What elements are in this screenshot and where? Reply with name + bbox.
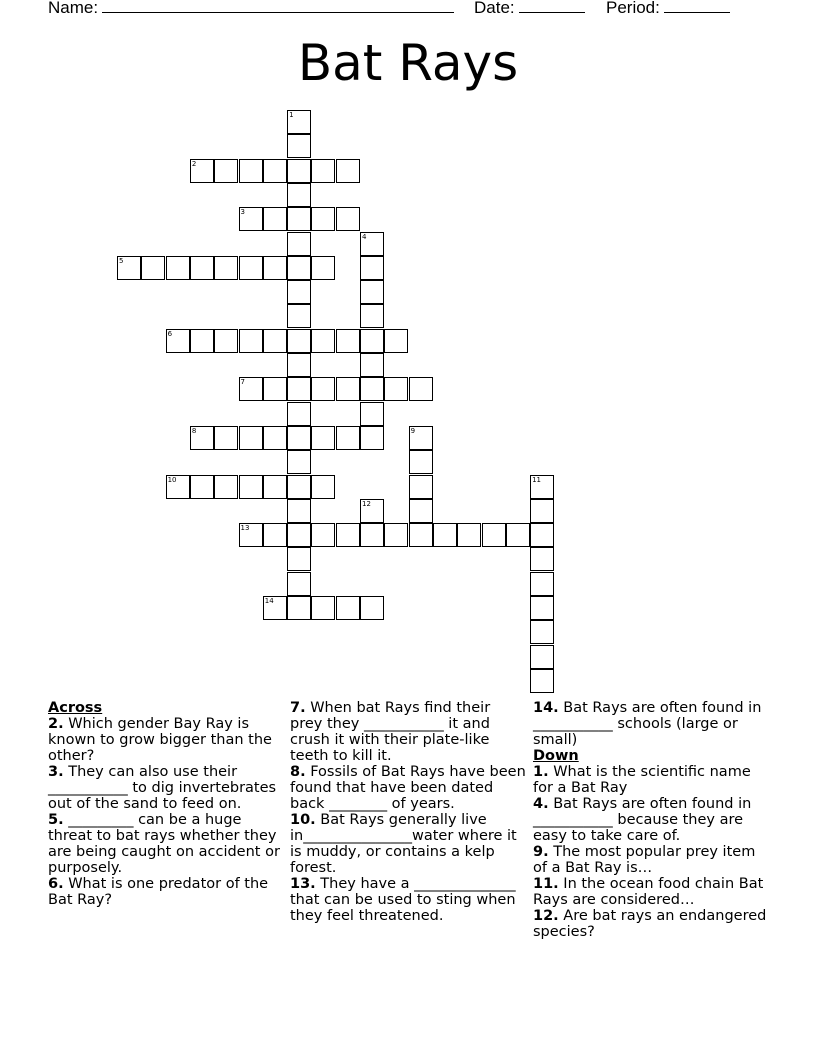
grid-cell[interactable] [263, 159, 287, 183]
grid-cell[interactable] [166, 329, 190, 353]
grid-cell[interactable] [360, 329, 384, 353]
grid-cell[interactable] [360, 304, 384, 328]
clue-across-5: 5. _________ can be a huge threat to bat rays whether they are being caught on accident or purposely. [48, 812, 280, 876]
clues-column-3 [533, 700, 769, 940]
grid-cell[interactable] [530, 547, 554, 571]
cell-number: 14 [264, 597, 274, 605]
clues-column-2 [290, 700, 526, 924]
clue-down-4: 4. Bat Rays are often found in ___________ because they are easy to take care of. [533, 796, 752, 844]
grid-cell[interactable] [409, 523, 433, 547]
grid-cell[interactable] [409, 426, 433, 450]
clue-down-1: 1. What is the scientific name for a Bat Ray [533, 764, 751, 796]
grid-cell[interactable] [287, 523, 311, 547]
name-label: Name: [48, 0, 99, 17]
grid-cell[interactable] [287, 499, 311, 523]
grid-cell[interactable] [166, 256, 190, 280]
grid-cell[interactable] [166, 475, 190, 499]
cell-number: 8 [191, 426, 197, 435]
cell-number: 11 [532, 475, 542, 484]
grid-cell[interactable] [287, 256, 311, 280]
grid-cell[interactable] [360, 499, 384, 523]
grid-cell[interactable] [239, 523, 263, 547]
grid-cell[interactable] [239, 426, 263, 450]
grid-cell[interactable] [482, 523, 506, 547]
grid-cell[interactable] [360, 353, 384, 377]
grid-cell[interactable] [190, 159, 214, 183]
grid-cell[interactable] [190, 329, 214, 353]
grid-cell[interactable] [287, 475, 311, 499]
cell-number: 5 [119, 256, 124, 265]
across-heading: Across [48, 700, 103, 716]
grid-cell[interactable] [506, 523, 530, 547]
grid-cell[interactable] [263, 475, 287, 499]
grid-cell[interactable] [336, 426, 360, 450]
clue-across-8: 8. Fossils of Bat Rays have been found that have been dated back ________ of years. [290, 764, 526, 812]
grid-cell[interactable] [336, 329, 360, 353]
grid-cell[interactable] [287, 207, 311, 231]
clues-column-1 [48, 700, 284, 908]
cell-number: 9 [410, 426, 416, 435]
grid-cell[interactable] [239, 207, 263, 231]
grid-cell[interactable] [384, 329, 408, 353]
grid-cell[interactable] [360, 523, 384, 547]
grid-cell[interactable] [409, 377, 433, 401]
clue-across-2: 2. Which gender Bay Ray is known to grow bigger than the other? [48, 716, 272, 764]
grid-cell[interactable] [336, 159, 360, 183]
grid-cell[interactable] [311, 159, 335, 183]
clue-across-10: 10. Bat Rays generally live in_______________water where it is muddy, or contains a kelp forest. [290, 812, 517, 876]
grid-cell[interactable] [360, 280, 384, 304]
grid-cell[interactable] [311, 596, 335, 620]
grid-cell[interactable] [360, 402, 384, 426]
grid-cell[interactable] [287, 402, 311, 426]
grid-cell[interactable] [117, 256, 141, 280]
cell-number: 6 [167, 329, 173, 338]
cell-number: 7 [240, 378, 245, 387]
period-label: Period: [606, 0, 660, 17]
grid-cell[interactable] [287, 547, 311, 571]
grid-cell[interactable] [263, 256, 287, 280]
grid-cell[interactable] [239, 377, 263, 401]
grid-cell[interactable] [239, 329, 263, 353]
grid-cell[interactable] [336, 207, 360, 231]
grid-cell[interactable] [214, 159, 238, 183]
grid-cell[interactable] [311, 426, 335, 450]
grid-cell[interactable] [214, 329, 238, 353]
grid-cell[interactable] [311, 475, 335, 499]
grid-cell[interactable] [336, 596, 360, 620]
grid-cell[interactable] [384, 377, 408, 401]
grid-cell[interactable] [214, 426, 238, 450]
grid-cell[interactable] [384, 523, 408, 547]
grid-cell[interactable] [311, 523, 335, 547]
grid-cell[interactable] [263, 207, 287, 231]
grid-cell[interactable] [530, 499, 554, 523]
grid-cell[interactable] [287, 304, 311, 328]
grid-cell[interactable] [190, 256, 214, 280]
cell-number: 3 [240, 208, 245, 217]
grid-cell[interactable] [239, 159, 263, 183]
grid-cell[interactable] [530, 523, 554, 547]
grid-cell[interactable] [530, 645, 554, 669]
cell-number: 4 [362, 232, 367, 241]
grid-cell[interactable] [287, 353, 311, 377]
grid-cell[interactable] [263, 426, 287, 450]
cell-number: 1 [289, 111, 294, 119]
grid-cell[interactable] [360, 232, 384, 256]
date-label: Date: [474, 0, 515, 17]
grid-cell[interactable] [287, 329, 311, 353]
grid-cell[interactable] [263, 596, 287, 620]
grid-cell[interactable] [287, 596, 311, 620]
grid-cell[interactable] [214, 475, 238, 499]
grid-cell[interactable] [287, 110, 311, 134]
grid-cell[interactable] [287, 426, 311, 450]
grid-cell[interactable] [190, 426, 214, 450]
grid-cell[interactable] [287, 232, 311, 256]
grid-cell[interactable] [409, 499, 433, 523]
cell-number: 2 [191, 159, 197, 168]
grid-cell[interactable] [311, 377, 335, 401]
grid-cell[interactable] [141, 256, 165, 280]
grid-cell[interactable] [287, 450, 311, 474]
clue-down-11: 11. In the ocean food chain Bat Rays are considered… [533, 876, 764, 908]
down-heading: Down [533, 748, 579, 764]
grid-cell[interactable] [457, 523, 481, 547]
grid-cell[interactable] [263, 329, 287, 353]
grid-cell[interactable] [263, 377, 287, 401]
grid-cell[interactable] [409, 475, 433, 499]
grid-cell[interactable] [360, 377, 384, 401]
grid-cell[interactable] [336, 523, 360, 547]
grid-cell[interactable] [530, 596, 554, 620]
grid-cell[interactable] [530, 475, 554, 499]
grid-cell[interactable] [360, 256, 384, 280]
grid-cell[interactable] [409, 450, 433, 474]
grid-cell[interactable] [214, 256, 238, 280]
grid-cell[interactable] [530, 620, 554, 644]
grid-cell[interactable] [287, 377, 311, 401]
grid-cell[interactable] [287, 280, 311, 304]
grid-cell[interactable] [287, 134, 311, 158]
clue-across-14: 14. Bat Rays are often found in ___________ schools (large or small) [533, 700, 762, 748]
clue-across-13: 13. They have a ______________ that can be used to sting when they feel threatened. [290, 876, 516, 924]
grid-cell[interactable] [311, 207, 335, 231]
clue-across-6: 6. What is one predator of the Bat Ray? [48, 876, 269, 908]
grid-cell[interactable] [433, 523, 457, 547]
grid-cell[interactable] [530, 572, 554, 596]
grid-cell[interactable] [311, 256, 335, 280]
grid-cell[interactable] [287, 159, 311, 183]
page-title: Bat Rays [297, 34, 519, 92]
grid-cell[interactable] [336, 377, 360, 401]
grid-cell[interactable] [530, 669, 554, 693]
cell-number: 13 [240, 524, 250, 533]
grid-cell[interactable] [190, 475, 214, 499]
grid-cell[interactable] [287, 572, 311, 596]
grid-cell[interactable] [311, 329, 335, 353]
clue-across-7: 7. When bat Rays find their prey they ___________ it and crush it with their plate-like teeth to kill it. [290, 700, 491, 764]
clue-down-9: 9. The most popular prey item of a Bat Ray is… [533, 844, 756, 876]
grid-cell[interactable] [287, 183, 311, 207]
cell-number: 10 [167, 475, 177, 484]
clue-down-12: 12. Are bat rays an endangered species? [533, 908, 767, 940]
cell-number: 12 [362, 499, 371, 508]
grid-cell[interactable] [360, 596, 384, 620]
clue-across-3: 3. They can also use their ___________ to dig invertebrates out of the sand to feed on. [48, 764, 277, 812]
grid-cell[interactable] [360, 426, 384, 450]
grid-cell[interactable] [239, 475, 263, 499]
grid-cell[interactable] [239, 256, 263, 280]
grid-cell[interactable] [263, 523, 287, 547]
